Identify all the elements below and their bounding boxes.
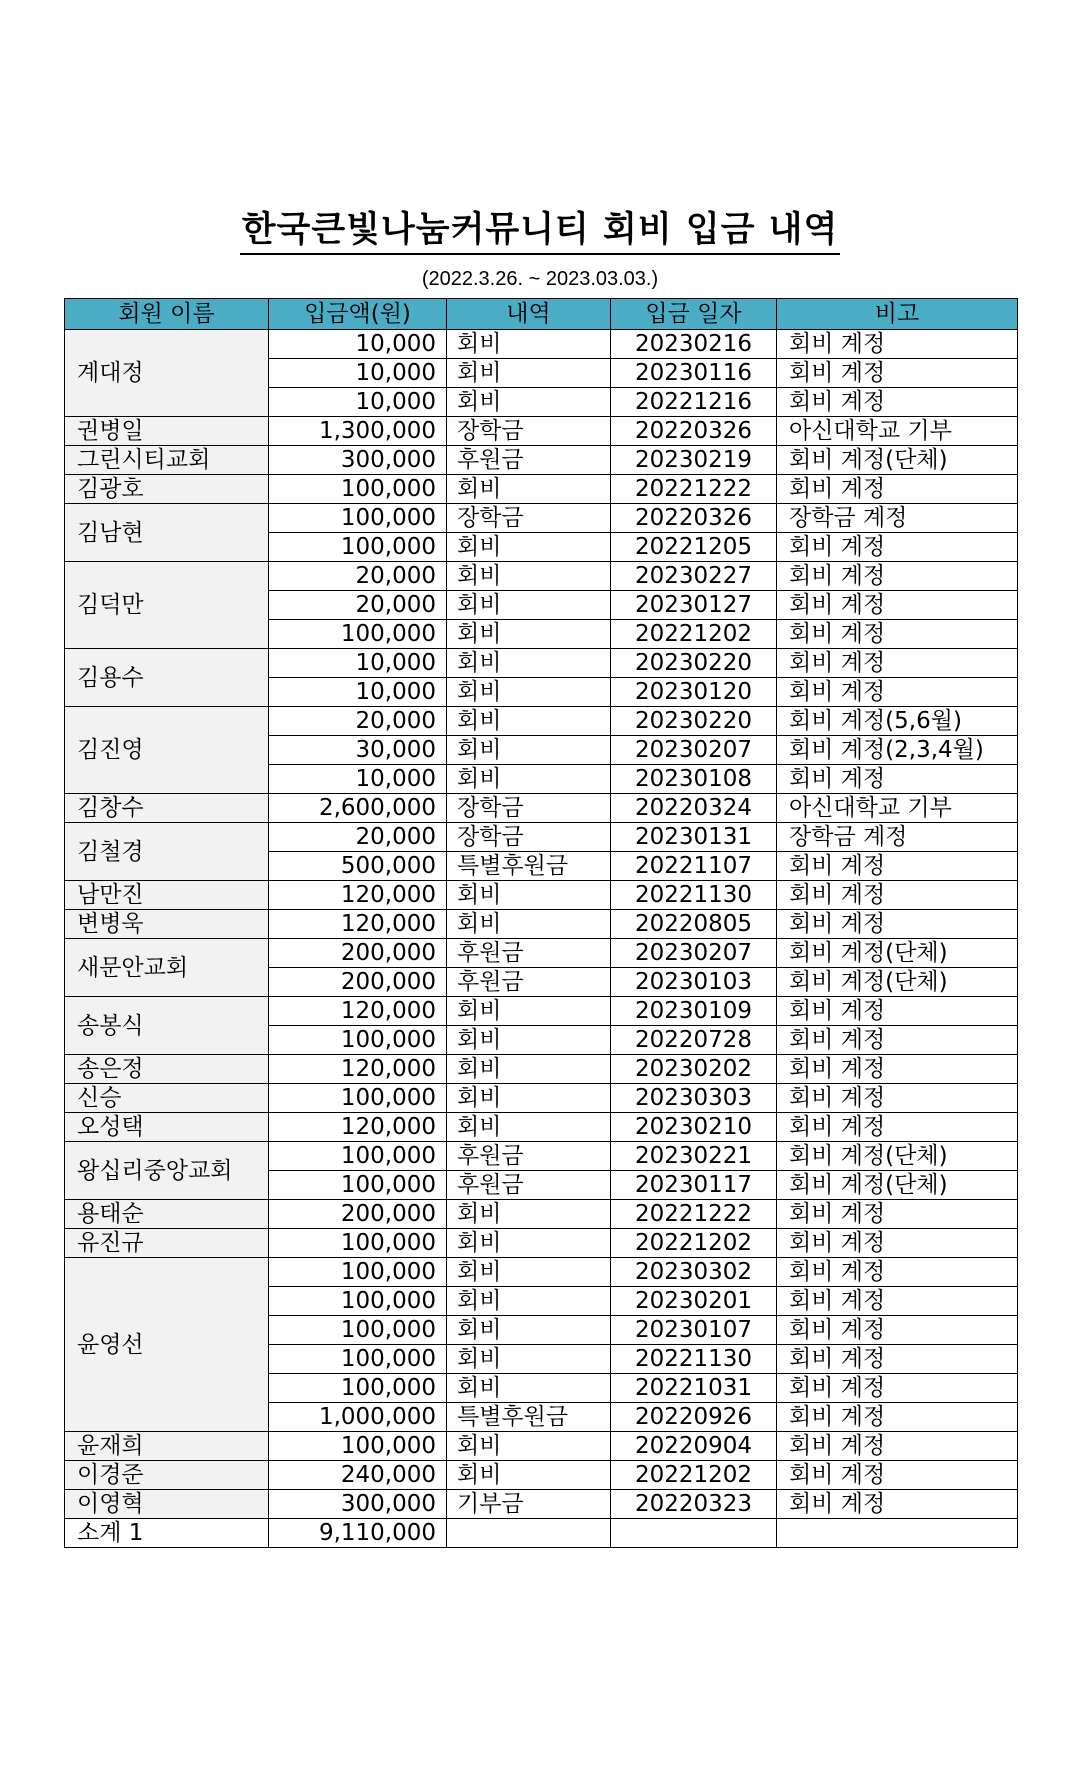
note-cell: 회비 계정 xyxy=(777,881,1018,910)
subtotal-row xyxy=(65,1519,1018,1548)
member-name-cell: 김창수 xyxy=(65,794,269,823)
type-cell: 후원금 xyxy=(447,446,611,475)
type-cell: 회비 xyxy=(447,736,611,765)
date-cell: 20230210 xyxy=(611,1113,777,1142)
header-note: 비고 xyxy=(777,299,1018,330)
member-name-cell: 이영혁 xyxy=(65,1490,269,1519)
type-cell: 회비 xyxy=(447,562,611,591)
date-cell: 20230220 xyxy=(611,649,777,678)
page-title xyxy=(0,208,1080,255)
type-cell: 회비 xyxy=(447,359,611,388)
date-cell: 20230201 xyxy=(611,1287,777,1316)
note-cell: 회비 계정 xyxy=(777,620,1018,649)
type-cell: 회비 xyxy=(447,1316,611,1345)
member-name-cell: 김철경 xyxy=(65,823,269,881)
type-cell: 회비 xyxy=(447,1461,611,1490)
amount-cell: 2,600,000 xyxy=(269,794,447,823)
type-cell: 회비 xyxy=(447,678,611,707)
note-cell: 회비 계정 xyxy=(777,1026,1018,1055)
date-cell: 20220904 xyxy=(611,1432,777,1461)
amount-cell: 100,000 xyxy=(269,533,447,562)
note-cell: 회비 계정 xyxy=(777,1374,1018,1403)
type-cell: 회비 xyxy=(447,1229,611,1258)
table-row xyxy=(65,649,1018,678)
note-cell: 회비 계정 xyxy=(777,1084,1018,1113)
note-cell: 회비 계정 xyxy=(777,1287,1018,1316)
type-cell: 회비 xyxy=(447,1084,611,1113)
date-cell: 20230127 xyxy=(611,591,777,620)
date-cell: 20221202 xyxy=(611,1461,777,1490)
type-cell: 회비 xyxy=(447,1287,611,1316)
amount-cell: 100,000 xyxy=(269,1142,447,1171)
date-cell: 20220323 xyxy=(611,1490,777,1519)
amount-cell: 1,300,000 xyxy=(269,417,447,446)
amount-cell: 100,000 xyxy=(269,1084,447,1113)
note-cell: 회비 계정 xyxy=(777,1432,1018,1461)
title-text: 한국큰빛나눔커뮤니티 회비 입금 내역 xyxy=(240,208,841,255)
table-row xyxy=(65,1084,1018,1113)
amount-cell: 120,000 xyxy=(269,1055,447,1084)
member-name-cell: 권병일 xyxy=(65,417,269,446)
member-name-cell: 남만진 xyxy=(65,881,269,910)
note-cell: 회비 계정 xyxy=(777,1200,1018,1229)
member-name-cell: 윤영선 xyxy=(65,1258,269,1432)
amount-cell: 20,000 xyxy=(269,591,447,620)
note-cell: 회비 계정 xyxy=(777,562,1018,591)
date-cell: 20220926 xyxy=(611,1403,777,1432)
type-cell: 회비 xyxy=(447,1113,611,1142)
type-cell: 회비 xyxy=(447,881,611,910)
amount-cell: 10,000 xyxy=(269,649,447,678)
member-name-cell: 김덕만 xyxy=(65,562,269,649)
note-cell: 회비 계정 xyxy=(777,1316,1018,1345)
table-row xyxy=(65,1229,1018,1258)
type-cell: 특별후원금 xyxy=(447,1403,611,1432)
empty-cell xyxy=(611,1519,777,1548)
type-cell: 회비 xyxy=(447,1374,611,1403)
type-cell: 회비 xyxy=(447,1055,611,1084)
note-cell: 회비 계정 xyxy=(777,1229,1018,1258)
date-cell: 20220326 xyxy=(611,504,777,533)
amount-cell: 120,000 xyxy=(269,881,447,910)
note-cell: 회비 계정 xyxy=(777,1055,1018,1084)
table-row xyxy=(65,504,1018,533)
member-name-cell: 윤재희 xyxy=(65,1432,269,1461)
type-cell: 회비 xyxy=(447,388,611,417)
note-cell: 회비 계정 xyxy=(777,330,1018,359)
type-cell: 회비 xyxy=(447,533,611,562)
type-cell: 후원금 xyxy=(447,968,611,997)
date-cell: 20230116 xyxy=(611,359,777,388)
amount-cell: 300,000 xyxy=(269,1490,447,1519)
type-cell: 회비 xyxy=(447,1026,611,1055)
amount-cell: 20,000 xyxy=(269,562,447,591)
table-row xyxy=(65,475,1018,504)
member-name-cell: 송봉식 xyxy=(65,997,269,1055)
amount-cell: 100,000 xyxy=(269,504,447,533)
date-cell: 20221222 xyxy=(611,1200,777,1229)
date-cell: 20230131 xyxy=(611,823,777,852)
date-cell: 20220728 xyxy=(611,1026,777,1055)
table-row xyxy=(65,1142,1018,1171)
type-cell: 장학금 xyxy=(447,417,611,446)
amount-cell: 1,000,000 xyxy=(269,1403,447,1432)
header-amount: 입금액(원) xyxy=(269,299,447,330)
type-cell: 후원금 xyxy=(447,1171,611,1200)
table-row xyxy=(65,1258,1018,1287)
amount-cell: 200,000 xyxy=(269,968,447,997)
amount-cell: 200,000 xyxy=(269,1200,447,1229)
date-cell: 20230202 xyxy=(611,1055,777,1084)
member-name-cell: 송은정 xyxy=(65,1055,269,1084)
date-cell: 20221130 xyxy=(611,881,777,910)
note-cell: 회비 계정 xyxy=(777,1258,1018,1287)
type-cell: 장학금 xyxy=(447,823,611,852)
date-cell: 20230303 xyxy=(611,1084,777,1113)
date-cell: 20230107 xyxy=(611,1316,777,1345)
type-cell: 장학금 xyxy=(447,794,611,823)
amount-cell: 10,000 xyxy=(269,388,447,417)
date-cell: 20230216 xyxy=(611,330,777,359)
member-name-cell: 유진규 xyxy=(65,1229,269,1258)
type-cell: 회비 xyxy=(447,1258,611,1287)
note-cell: 회비 계정(단체) xyxy=(777,968,1018,997)
empty-cell xyxy=(447,1519,611,1548)
note-cell: 회비 계정 xyxy=(777,388,1018,417)
date-cell: 20221031 xyxy=(611,1374,777,1403)
table-row xyxy=(65,446,1018,475)
date-cell: 20221222 xyxy=(611,475,777,504)
member-name-cell: 그린시티교회 xyxy=(65,446,269,475)
note-cell: 회비 계정(2,3,4월) xyxy=(777,736,1018,765)
amount-cell: 20,000 xyxy=(269,823,447,852)
header-date: 입금 일자 xyxy=(611,299,777,330)
table-row xyxy=(65,417,1018,446)
note-cell: 회비 계정(단체) xyxy=(777,939,1018,968)
member-name-cell: 변병욱 xyxy=(65,910,269,939)
member-name-cell: 신승 xyxy=(65,1084,269,1113)
member-name-cell: 김남현 xyxy=(65,504,269,562)
note-cell: 회비 계정(단체) xyxy=(777,1142,1018,1171)
amount-cell: 100,000 xyxy=(269,1316,447,1345)
type-cell: 회비 xyxy=(447,330,611,359)
date-cell: 20230120 xyxy=(611,678,777,707)
date-cell: 20230221 xyxy=(611,1142,777,1171)
table-row xyxy=(65,330,1018,359)
date-cell: 20221216 xyxy=(611,388,777,417)
subtotal-label: 소계 1 xyxy=(65,1519,269,1548)
amount-cell: 120,000 xyxy=(269,1113,447,1142)
date-cell: 20220326 xyxy=(611,417,777,446)
date-cell: 20221130 xyxy=(611,1345,777,1374)
type-cell: 기부금 xyxy=(447,1490,611,1519)
table-row xyxy=(65,1490,1018,1519)
amount-cell: 120,000 xyxy=(269,910,447,939)
note-cell: 회비 계정(5,6월) xyxy=(777,707,1018,736)
note-cell: 회비 계정 xyxy=(777,910,1018,939)
note-cell: 회비 계정 xyxy=(777,852,1018,881)
note-cell: 장학금 계정 xyxy=(777,823,1018,852)
note-cell: 회비 계정 xyxy=(777,1490,1018,1519)
table-body xyxy=(65,330,1018,1548)
amount-cell: 100,000 xyxy=(269,1229,447,1258)
amount-cell: 100,000 xyxy=(269,1026,447,1055)
date-cell: 20230219 xyxy=(611,446,777,475)
date-cell: 20230103 xyxy=(611,968,777,997)
table-row xyxy=(65,881,1018,910)
amount-cell: 100,000 xyxy=(269,1374,447,1403)
note-cell: 회비 계정 xyxy=(777,765,1018,794)
deposit-table xyxy=(64,298,1018,1548)
note-cell: 회비 계정 xyxy=(777,475,1018,504)
amount-cell: 240,000 xyxy=(269,1461,447,1490)
type-cell: 회비 xyxy=(447,1432,611,1461)
amount-cell: 10,000 xyxy=(269,678,447,707)
amount-cell: 300,000 xyxy=(269,446,447,475)
table-header-row xyxy=(65,299,1018,330)
amount-cell: 100,000 xyxy=(269,1287,447,1316)
member-name-cell: 왕십리중앙교회 xyxy=(65,1142,269,1200)
type-cell: 회비 xyxy=(447,649,611,678)
table-row xyxy=(65,1113,1018,1142)
member-name-cell: 김용수 xyxy=(65,649,269,707)
table-row xyxy=(65,1432,1018,1461)
amount-cell: 120,000 xyxy=(269,997,447,1026)
table-row xyxy=(65,910,1018,939)
note-cell: 회비 계정 xyxy=(777,1113,1018,1142)
member-name-cell: 계대정 xyxy=(65,330,269,417)
date-cell: 20230302 xyxy=(611,1258,777,1287)
amount-cell: 100,000 xyxy=(269,475,447,504)
note-cell: 회비 계정(단체) xyxy=(777,446,1018,475)
note-cell: 회비 계정 xyxy=(777,1461,1018,1490)
type-cell: 회비 xyxy=(447,1345,611,1374)
note-cell: 회비 계정 xyxy=(777,359,1018,388)
amount-cell: 10,000 xyxy=(269,359,447,388)
date-cell: 20230108 xyxy=(611,765,777,794)
type-cell: 회비 xyxy=(447,910,611,939)
subtotal-amount: 9,110,000 xyxy=(269,1519,447,1548)
member-name-cell: 김광호 xyxy=(65,475,269,504)
member-name-cell: 오성택 xyxy=(65,1113,269,1142)
note-cell: 회비 계정 xyxy=(777,591,1018,620)
table-row xyxy=(65,562,1018,591)
table-row xyxy=(65,939,1018,968)
date-cell: 20230207 xyxy=(611,736,777,765)
type-cell: 회비 xyxy=(447,707,611,736)
note-cell: 회비 계정 xyxy=(777,649,1018,678)
date-cell: 20230227 xyxy=(611,562,777,591)
date-cell: 20230220 xyxy=(611,707,777,736)
date-cell: 20230109 xyxy=(611,997,777,1026)
amount-cell: 200,000 xyxy=(269,939,447,968)
table-row xyxy=(65,823,1018,852)
note-cell: 아신대학교 기부 xyxy=(777,794,1018,823)
member-name-cell: 용태순 xyxy=(65,1200,269,1229)
type-cell: 회비 xyxy=(447,765,611,794)
amount-cell: 100,000 xyxy=(269,620,447,649)
table-row xyxy=(65,997,1018,1026)
note-cell: 회비 계정 xyxy=(777,1345,1018,1374)
note-cell: 회비 계정 xyxy=(777,997,1018,1026)
table-row xyxy=(65,1055,1018,1084)
type-cell: 특별후원금 xyxy=(447,852,611,881)
amount-cell: 100,000 xyxy=(269,1345,447,1374)
date-cell: 20221205 xyxy=(611,533,777,562)
date-cell: 20220324 xyxy=(611,794,777,823)
note-cell: 회비 계정 xyxy=(777,1403,1018,1432)
period-subtitle: (2022.3.26. ~ 2023.03.03.) xyxy=(421,268,659,290)
type-cell: 장학금 xyxy=(447,504,611,533)
type-cell: 회비 xyxy=(447,620,611,649)
type-cell: 회비 xyxy=(447,1200,611,1229)
amount-cell: 30,000 xyxy=(269,736,447,765)
amount-cell: 100,000 xyxy=(269,1171,447,1200)
amount-cell: 20,000 xyxy=(269,707,447,736)
amount-cell: 100,000 xyxy=(269,1432,447,1461)
table-row xyxy=(65,794,1018,823)
note-cell: 아신대학교 기부 xyxy=(777,417,1018,446)
type-cell: 후원금 xyxy=(447,939,611,968)
table-row xyxy=(65,707,1018,736)
note-cell: 회비 계정 xyxy=(777,678,1018,707)
date-cell: 20221202 xyxy=(611,1229,777,1258)
header-member-name: 회원 이름 xyxy=(65,299,269,330)
table-row xyxy=(65,1200,1018,1229)
member-name-cell: 이경준 xyxy=(65,1461,269,1490)
header-type: 내역 xyxy=(447,299,611,330)
date-cell: 20230207 xyxy=(611,939,777,968)
amount-cell: 10,000 xyxy=(269,330,447,359)
table-row xyxy=(65,1461,1018,1490)
empty-cell xyxy=(777,1519,1018,1548)
note-cell: 회비 계정(단체) xyxy=(777,1171,1018,1200)
type-cell: 후원금 xyxy=(447,1142,611,1171)
date-cell: 20221202 xyxy=(611,620,777,649)
type-cell: 회비 xyxy=(447,591,611,620)
note-cell: 장학금 계정 xyxy=(777,504,1018,533)
amount-cell: 100,000 xyxy=(269,1258,447,1287)
type-cell: 회비 xyxy=(447,475,611,504)
amount-cell: 500,000 xyxy=(269,852,447,881)
member-name-cell: 김진영 xyxy=(65,707,269,794)
date-cell: 20230117 xyxy=(611,1171,777,1200)
type-cell: 회비 xyxy=(447,997,611,1026)
date-cell: 20221107 xyxy=(611,852,777,881)
member-name-cell: 새문안교회 xyxy=(65,939,269,997)
note-cell: 회비 계정 xyxy=(777,533,1018,562)
date-cell: 20220805 xyxy=(611,910,777,939)
amount-cell: 10,000 xyxy=(269,765,447,794)
